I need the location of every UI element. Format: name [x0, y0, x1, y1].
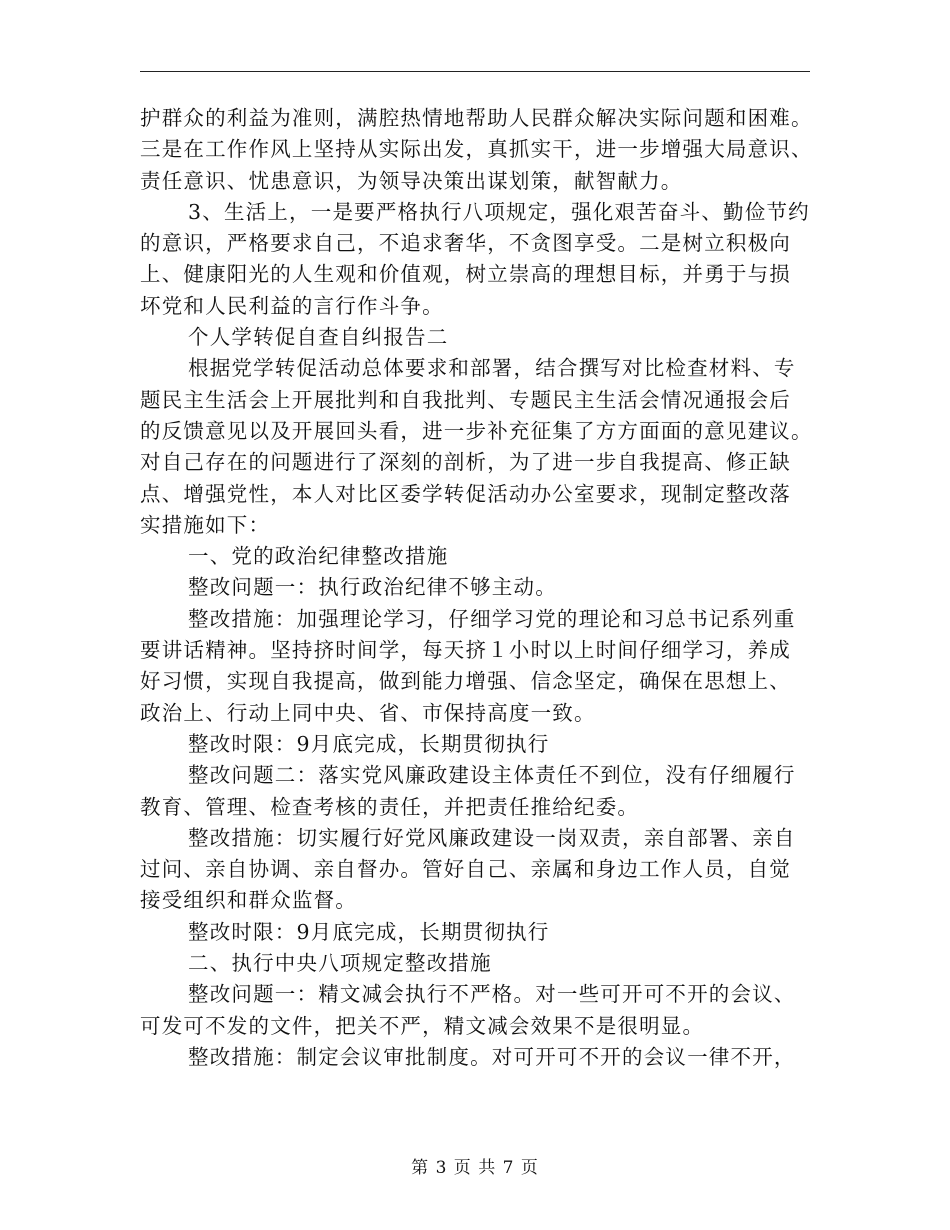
text-line: 整改问题一：执行政治纪律不够主动。 [188, 575, 557, 600]
text-line: 整改问题一：精文减会执行不严格。对一些可开可不开的会议、 [188, 982, 796, 1007]
text-line: 三是在工作作风上坚持从实际出发，真抓实干，进一步增强大局意识、 [140, 137, 813, 162]
text-line: 点、增强党性，本人对比区委学转促活动办公室要求，现制定整改落 [140, 481, 791, 506]
text-line: 整改措施：制定会议审批制度。对可开可不开的会议一律不开， [188, 1044, 796, 1069]
text-line: 责任意识、忧患意识，为领导决策出谋划策，献智献力。 [140, 168, 683, 193]
text-line: 整改措施：加强理论学习，仔细学习党的理论和习总书记系列重 [188, 606, 796, 631]
page-footer: 第 3 页 共 7 页 [411, 1158, 539, 1178]
text-line: 整改措施：切实履行好党风廉政建设一岗双责，亲自部署、亲自 [188, 825, 796, 850]
text-line: 可发可不发的文件，把关不严，精文减会效果不是很明显。 [140, 1013, 705, 1038]
header-rule [140, 71, 810, 72]
document-body [140, 103, 813, 1073]
text-line: 护群众的利益为准则，满腔热情地帮助人民群众解决实际问题和困难。 [140, 106, 813, 130]
text-line: 整改问题二：落实党风廉政建设主体责任不到位，没有仔细履行 [188, 763, 796, 788]
text-line: 整改时限：9月底完成，长期贯彻执行 [188, 919, 550, 944]
text-line: 政治上、行动上同中央、省、市保持高度一致。 [140, 700, 596, 725]
text-line: 要讲话精神。坚持挤时间学，每天挤１小时以上时间仔细学习，养成 [140, 638, 791, 663]
text-line: 对自己存在的问题进行了深刻的剖析，为了进一步自我提高、修正缺 [140, 450, 791, 475]
text-line: 根据党学转促活动总体要求和部署，结合撰写对比检查材料、专 [188, 356, 796, 381]
text-line: 接受组织和群众监督。 [140, 888, 357, 913]
text-line: 教育、管理、检查考核的责任，并把责任推给纪委。 [140, 794, 640, 819]
text-line: 3、生活上，一是要严格执行八项规定，强化艰苦奋斗、勤俭节约 [188, 199, 810, 224]
section-title: 个人学转促自查自纠报告二 [188, 325, 449, 350]
text-line: 整改时限：9月底完成，长期贯彻执行 [188, 731, 550, 756]
text-line: 上、健康阳光的人生观和价值观，树立崇高的理想目标，并勇于与损 [140, 262, 791, 287]
text-line: 的反馈意见以及开展回头看，进一步补充征集了方方面面的意见建议。 [140, 418, 813, 443]
text-line: 题民主生活会上开展批判和自我批判、专题民主生活会情况通报会后 [140, 387, 791, 412]
text-line: 的意识，严格要求自己，不追求奢华，不贪图享受。二是树立积极向 [140, 231, 791, 256]
text-line: 过问、亲自协调、亲自督办。管好自己、亲属和身边工作人员，自觉 [140, 857, 791, 882]
section-heading: 一、党的政治纪律整改措施 [188, 544, 449, 569]
text-line: 实措施如下： [140, 512, 271, 537]
section-heading: 二、执行中央八项规定整改措施 [188, 951, 492, 976]
text-line: 坏党和人民利益的言行作斗争。 [140, 293, 444, 318]
text-line: 好习惯，实现自我提高，做到能力增强、信念坚定，确保在思想上、 [140, 669, 791, 694]
